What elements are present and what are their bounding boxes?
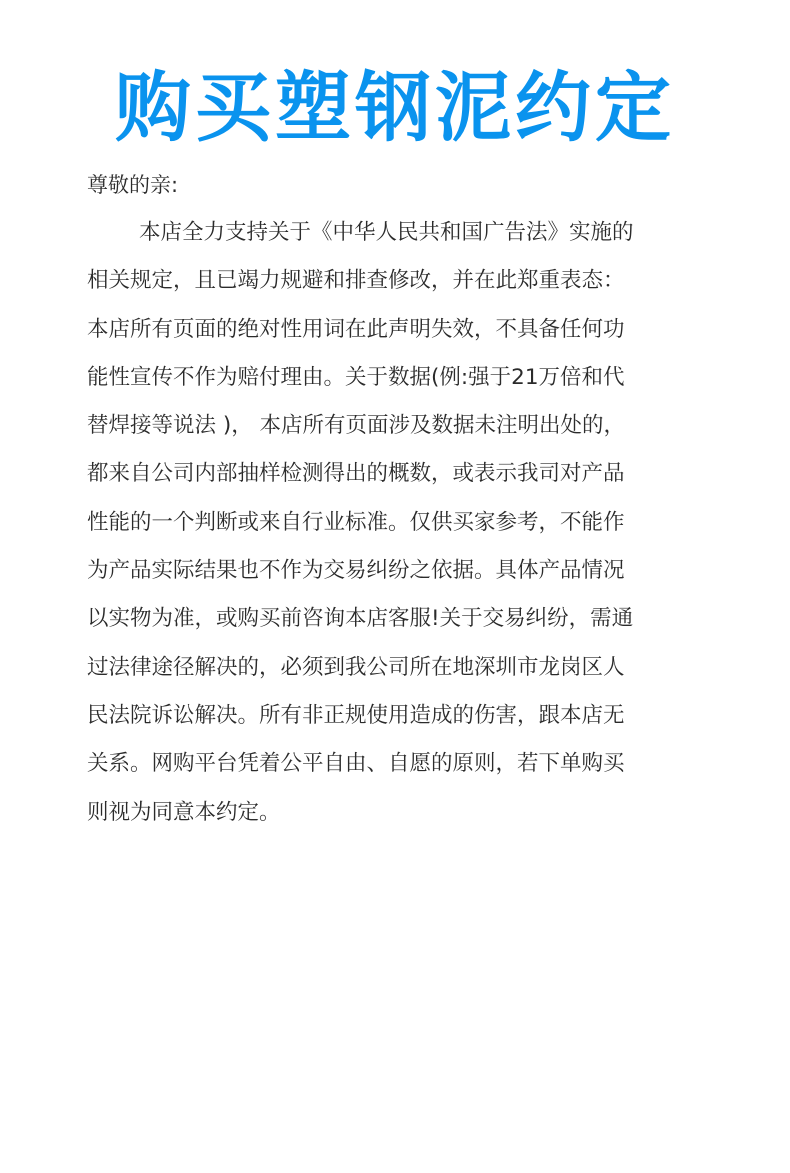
page-title: 购买塑钢泥约定 [115,63,675,152]
agreement-line: 以实物为准，或购买前咨询本店客服!关于交易纠纷，需通 [87,606,634,632]
agreement-line: 民法院诉讼解决。所有非正规使用造成的伤害，跟本店无 [87,702,625,728]
agreement-line: 关系。网购平台凭着公平自由、自愿的原则，若下单购买 [87,751,625,777]
greeting-text: 尊敬的亲: [87,173,179,197]
agreement-line: 本店全力支持关于《中华人民共和国广告法》实施的 [139,220,634,245]
agreement-body [87,209,727,837]
agreement-line: 相关规定，且已竭力规避和排查修改，并在此郑重表态： [87,268,625,294]
agreement-line: 过法律途径解决的，必须到我公司所在地深圳市龙岗区人 [87,654,625,680]
agreement-line: 能性宣传不作为赔付理由。关于数据(例:强于21万倍和代 [87,364,625,390]
agreement-line: 替焊接等说法 )， 本店所有页面涉及数据未注明出处的， [87,413,626,439]
agreement-line: 为产品实际结果也不作为交易纠纷之依据。具体产品情况 [87,558,625,584]
agreement-line: 则视为同意本约定。 [87,799,281,825]
agreement-line: 性能的一个判断或来自行业标准。仅供买家参考，不能作 [87,509,625,535]
agreement-line: 本店所有页面的绝对性用词在此声明失效，不具备任何功 [87,316,625,342]
agreement-line: 都来自公司内部抽样检测得出的概数，或表示我司对产品 [87,461,625,487]
